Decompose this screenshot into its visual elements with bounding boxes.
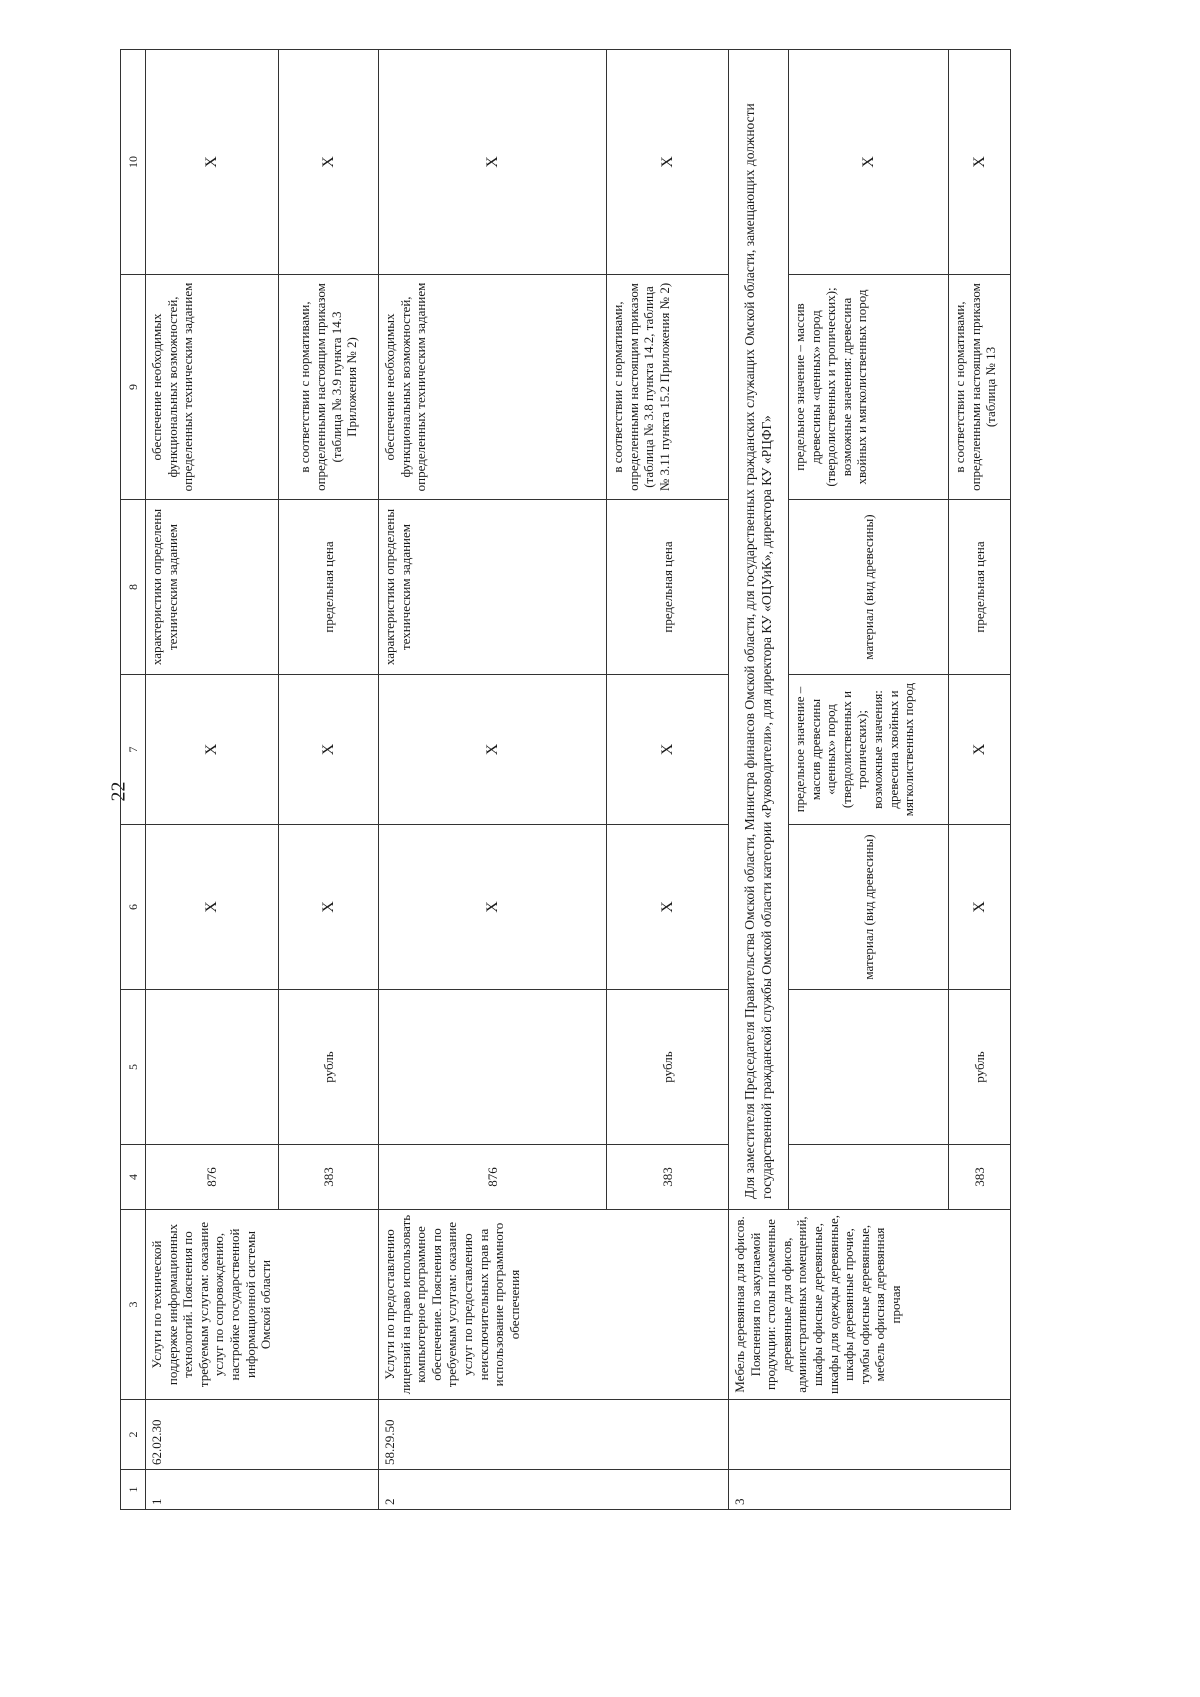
okei-code: 383 <box>949 1145 1011 1210</box>
row-number: 1 <box>146 1470 379 1510</box>
unit-name <box>146 990 279 1145</box>
cell-col-7: X <box>146 675 279 825</box>
rotated-table-frame <box>120 50 999 1510</box>
table-row <box>729 50 789 1510</box>
col-header-9: 9 <box>121 275 146 500</box>
cell-col-6: X <box>279 825 379 990</box>
unit-name: рубль <box>949 990 1011 1145</box>
cell-col-7: X <box>379 675 607 825</box>
cell-col-7: X <box>607 675 729 825</box>
norms-table <box>120 49 1011 1510</box>
unit-name <box>379 990 607 1145</box>
cell-col-10: X <box>949 50 1011 275</box>
cell-col-9: обеспечение необходимых функциональных возможностей, определенных техническим заданием <box>379 275 607 500</box>
col-header-3: 3 <box>121 1210 146 1400</box>
okei-code: 876 <box>379 1145 607 1210</box>
table-row <box>379 50 607 1510</box>
col-header-4: 4 <box>121 1145 146 1210</box>
row-number: 2 <box>379 1470 729 1510</box>
okei-code: 383 <box>279 1145 379 1210</box>
cell-col-8: характеристики определены техническим заданием <box>146 500 279 675</box>
cell-col-9: предельное значение – массив древесины «ценных» пород (твердолиственных и тропических); возможные значения: древесина хвойных и мягколиственных пород <box>789 275 949 500</box>
okei-code: 383 <box>607 1145 729 1210</box>
cell-col-10: X <box>379 50 607 275</box>
col-header-10: 10 <box>121 50 146 275</box>
cell-col-9: в соответствии с нормативами, определенными настоящим приказом (таблица № 13 <box>949 275 1011 500</box>
cell-col-10: X <box>789 50 949 275</box>
cell-col-6: материал (вид древесины) <box>789 825 949 990</box>
cell-col-6: X <box>949 825 1011 990</box>
cell-col-8: материал (вид древесины) <box>789 500 949 675</box>
cell-col-10: X <box>279 50 379 275</box>
cell-col-8: предельная цена <box>949 500 1011 675</box>
cell-col-10: X <box>146 50 279 275</box>
unit-name: рубль <box>279 990 379 1145</box>
col-header-5: 5 <box>121 990 146 1145</box>
rotated-table-content <box>120 50 999 1510</box>
col-header-7: 7 <box>121 675 146 825</box>
cell-col-7: X <box>949 675 1011 825</box>
col-header-1: 1 <box>121 1470 146 1510</box>
cell-col-9: обеспечение необходимых функциональных возможностей, определенных техническим заданием <box>146 275 279 500</box>
cell-col-7: предельное значение – массив древесины «ценных» пород (твердолиственных и тропических); возможные значения: древесина хвойных и мягколиственных пород <box>789 675 949 825</box>
cell-col-8: предельная цена <box>279 500 379 675</box>
page-number: 22 <box>107 781 130 802</box>
cell-col-9: в соответствии с нормативами, определенными настоящим приказом (таблица № 3.8 пункта 14.2, таблица № 3.11 пункта 15.2 Приложения № 2) <box>607 275 729 500</box>
table-row <box>146 50 279 1510</box>
cell-col-6: X <box>146 825 279 990</box>
official-category-note: Для заместителя Председателя Правительства Омской области, Министра финансов Омской области, для государственных гражданских служащих Омской области, замещающих должности государственной гражданской службы Омской области категории «Руководители», для директора КУ «ОЦУиК», директора КУ «РЦФГ» <box>729 50 789 1210</box>
cell-col-10: X <box>607 50 729 275</box>
okpd-code: 58.29.50 <box>379 1400 729 1470</box>
cell-col-6: X <box>379 825 607 990</box>
unit-name: рубль <box>607 990 729 1145</box>
cell-col-9: в соответствии с нормативами, определенными настоящим приказом (таблица № 3.9 пункта 14.3 Приложения № 2) <box>279 275 379 500</box>
item-name: Услуги по предоставлению лицензий на право использовать компьютерное программное обеспечение. Пояснения по требуемым услугам: оказание услуг по предоставлению неисключительных прав на использование программного обеспечения <box>379 1210 729 1400</box>
item-name: Услуги по технической поддержке информационных технологий. Пояснения по требуемым услугам: оказание услуг по сопровождению, настройке государственной информационной системы Омской области <box>146 1210 379 1400</box>
cell-col-8: характеристики определены техническим заданием <box>379 500 607 675</box>
cell-col-6: X <box>607 825 729 990</box>
okei-code: 876 <box>146 1145 279 1210</box>
column-number-row <box>121 50 146 1510</box>
cell-col-7: X <box>279 675 379 825</box>
item-name: Мебель деревянная для офисов. Пояснения по закупаемой продукции: столы письменные деревянные для офисов, административных помещений, шкафы офисные деревянные, шкафы для одежды деревянные, шкафы деревянные прочие, тумбы офисные деревянные, мебель офисная деревянная прочая <box>729 1210 1011 1400</box>
col-header-8: 8 <box>121 500 146 675</box>
okpd-code: 62.02.30 <box>146 1400 379 1470</box>
col-header-6: 6 <box>121 825 146 990</box>
row-number: 3 <box>729 1470 1011 1510</box>
col-header-2: 2 <box>121 1400 146 1470</box>
unit-name <box>789 990 949 1145</box>
cell-col-8: предельная цена <box>607 500 729 675</box>
okpd-code <box>729 1400 1011 1470</box>
okei-code <box>789 1145 949 1210</box>
